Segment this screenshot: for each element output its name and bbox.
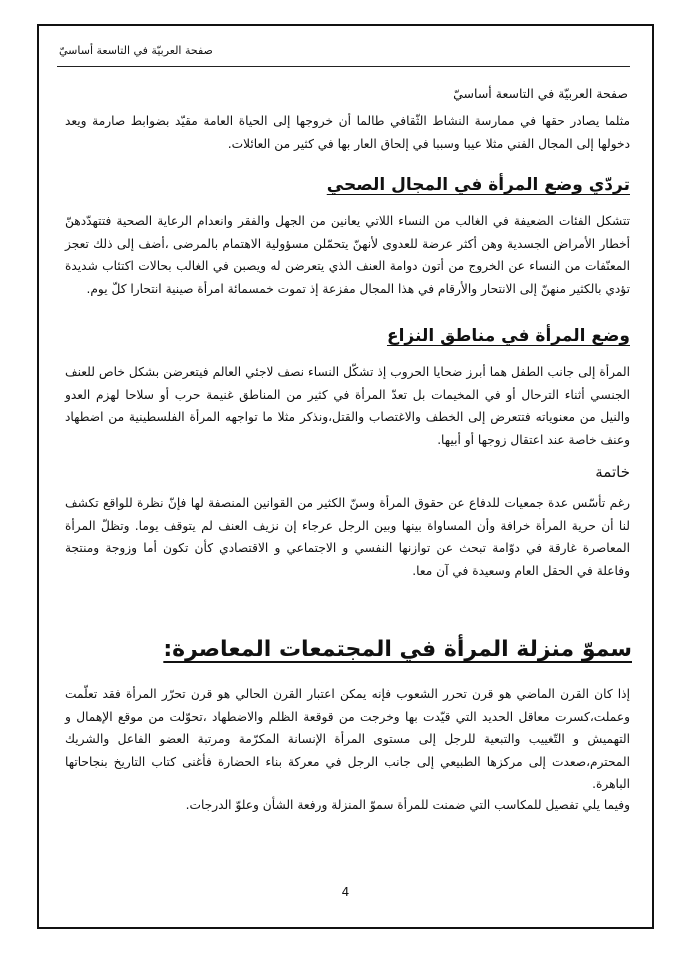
section-heading-health: تردّي وضع المرأة في المجال الصحي: [326, 175, 630, 195]
main-paragraph: إذا كان القرن الماضي هو قرن تحرر الشعوب فإنه يمكن اعتبار القرن الحالي هو قرن تحرّر المرأة فقد تعلّمت وعملت،كسرت معاقل الحديد التي قيّدت بها وخرجت من قوقعة الظلم والاضطهاد ،تحوّلت من موقع الإهمال و التهميش و التّغييب والتبعية للرجل إلى مستوى المرأة الإنسانة المكرّمة ومرتبة العضو الفاعل والشريك المحترم،صعدت إلى مركزها الطبيعي إلى جانب الرجل في معركة بناء الحضارة فأغنى كتاب التاريخ بنجاحاتها الباهرة.: [65, 687, 630, 791]
main-closing-line: وفيما يلي تفصيل للمكاسب التي ضمنت للمرأة سموّ المنزلة ورفعة الشأن وعلوّ الدرجات.: [185, 798, 630, 812]
document-page: [39, 26, 652, 927]
section-paragraph-conflict: المرأة إلى جانب الطفل هما أبرز ضحايا الحروب إذ تشكّل النساء نصف لاجئي العالم فيتعرضن بشكل خاص للعنف الجنسي أثناء الترحال أو في المخيمات بل تعدّ المرأة في كثير من المناطق غنيمة حرب أو سلاحا لهزم العدو والنيل من معنوياته فتتعرض إلى الخطف والاغتصاب والقتل،ونذكر مثلا ما تواجهه المرأة الفلسطينية من اضطهاد وعنف خاصة عند اعتقال زوجها أو أبيها.: [65, 365, 630, 447]
main-heading: سموّ منزلة المرأة في المجتمعات المعاصرة:: [163, 637, 632, 662]
section-paragraph-conclusion: رغم تأسّس عدة جمعيات للدفاع عن حقوق المرأة وسنّ الكثير من القوانين المنصفة لها فإنّ نظرة للواقع تكشف لنا أن حرية المرأة خرافة وأن المساواة بينها وبين الرجل عرجاء إن نزيف العنف لم يتوقف يوما. وتظلّ المرأة المعاصرة غارقة في دوّامة تبحث عن توازنها النفسي و الاجتماعي و الاقتصادي كأن تكون أما وزوجة ومنتجة وفاعلة في الحقل العام وسعيدة في آن معا.: [65, 496, 630, 578]
header-divider: [57, 66, 630, 67]
page-frame: [37, 24, 654, 929]
page-number: 4: [341, 885, 350, 899]
section-paragraph-health: تتشكل الفئات الضعيفة في الغالب من النساء اللاتي يعانين من الجهل والفقر وانعدام الرعاية الصحية فتتهدّدهنّ أخطار الأمراض الجسدية وهن أكثر عرضة للعدوى لأنهنّ يتحمّلن مسؤولية الاهتمام بالمرضى ،أضف إلى ذلك تعجز المعنّفات من النساء عن الخروج من أتون دوامة العنف الذي يتعرضن له ويصبن في الغالب بحالات اكتئاب شديدة تؤدي بالكثير منهنّ إلى الانتحار والأرقام في هذا المجال مفزعة إذ تموت خمسمائة امرأة صينية انتحارا كلّ يوم.: [65, 214, 630, 296]
section-heading-conflict: وضع المرأة في مناطق النزاع: [386, 326, 630, 346]
section-heading-conclusion: خاتمة: [595, 463, 630, 481]
running-header: صفحة العربيّة في التاسعة أساسيّ: [59, 44, 213, 57]
intro-paragraph: مثلما يصادر حقها في ممارسة النشاط الثّقافي طالما أن خروجها إلى الحياة العامة مقيّد بضوابط صارمة ويعد دخولها إلى المجال الفني مثلا عيبا وسببا في إلحاق العار بها في كثير من العائلات.: [65, 114, 630, 151]
page-subtitle: صفحة العربيّة في التاسعة أساسيّ: [453, 86, 628, 101]
